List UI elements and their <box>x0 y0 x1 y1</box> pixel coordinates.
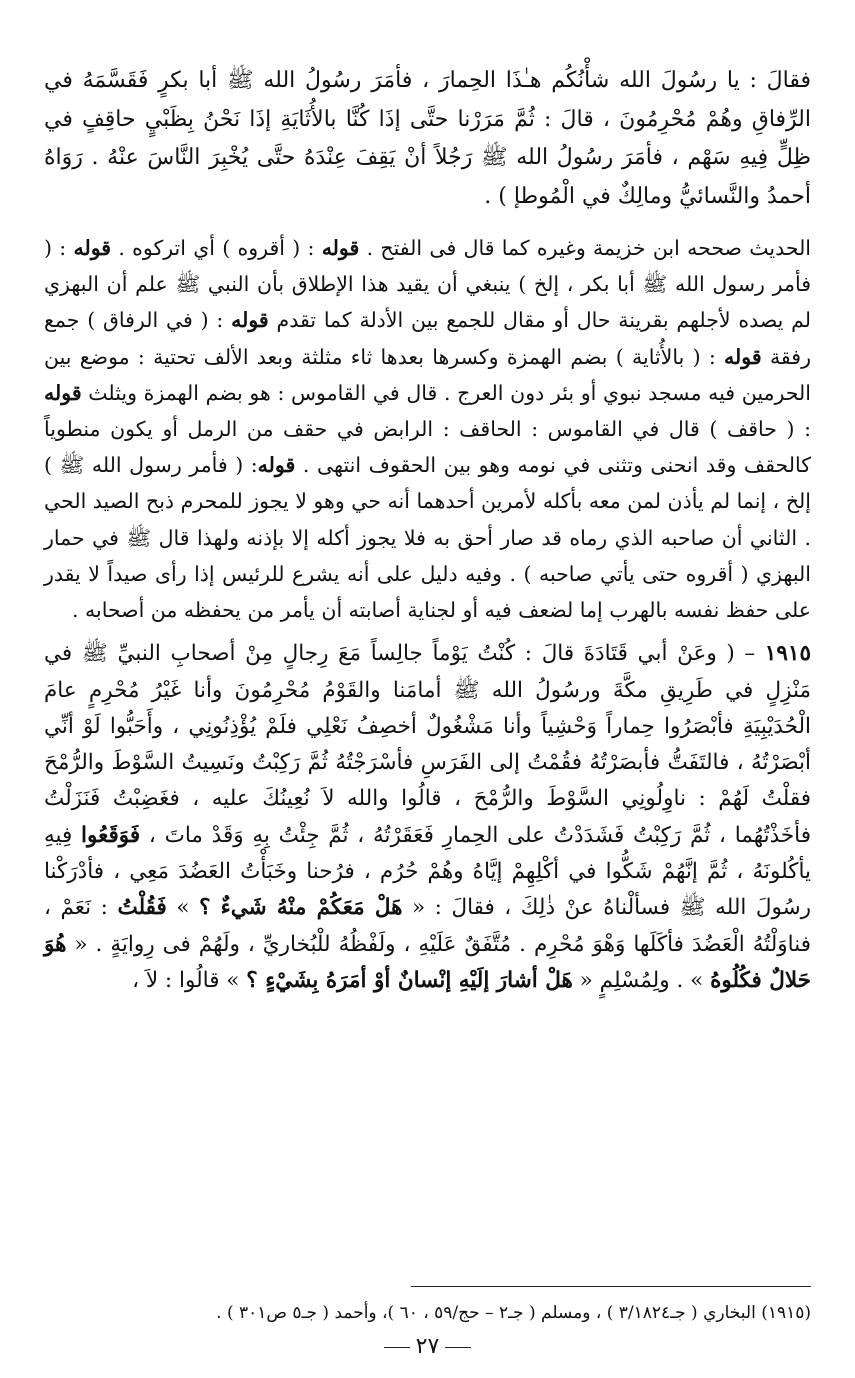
hadith-segment-bold: هُوَ حَلالٌ فكُلُوهُ <box>44 931 811 993</box>
hadith-segment-bold: هَلْ مَعَكُمْ منْهُ شَيءٌ ؟ <box>199 895 403 921</box>
commentary <box>44 230 811 628</box>
commentary-text: : ( أقروه ) أي اتركوه . <box>111 236 322 260</box>
hadith-number: ١٩١٥ <box>764 641 811 667</box>
hadith-segment-bold: فَوَقَعُوا <box>81 822 141 848</box>
dash-left <box>445 1347 471 1348</box>
hadith-segment: : نَعَمْ ، فناوَلْتُهُ الْعَضُدَ فأكَلَها وَهْوَ مُحْرِم . مُتَّفَقٌ عَلَيْهِ ، ولَفْظُهُ للْبُخاريِّ ، ولَهُمْ فى رِوايَةٍ . « <box>44 895 811 957</box>
hadith-text-1: فقالَ : يا رسُولَ الله شأْنُكُم هـٰذَا الحِمارَ ، فأمَرَ رسُولُ الله ﷺ أبا بكرٍ فَقَسَّمَهُ في الرِّفاقِ وهُمْ مُحْرِمُونَ ، قالَ : ثُمَّ مَرَرْنا حتَّى إذَا كُنَّا بالأُثَايَةِ إذَا نَحْنُ بِظَبْيٍ حاقِفٍ في ظِلٍّ فِيهِ سَهْم ، فأمَرَ رسُولُ الله ﷺ رَجُلاً أنْ يَقِفَ عِنْدَهُ حتَّى يُخْبِرَ النَّاسَ عنْهُ . رَوَاهُ أحمدُ والنَّسائيُّ ومالِكٌ في الْمُوطإ ) . <box>44 68 811 209</box>
hadith-text-2 <box>44 636 811 999</box>
qawluhu-label: قوله <box>231 308 269 333</box>
footnote-divider <box>411 1286 811 1287</box>
commentary-text: : ( فأمر رسول الله ﷺ ) إلخ ، إنما لم يأذن لمن معه بأكله لأمرين أحدهما أنه حي وهو لا يجوز للمحرم ذبح الصيد الحي . الثاني أن صاحبه الذي رماه قد صار أحق به فلا يجوز أكله إلا بإذنه ولهذا قال ﷺ في حمار البهزي ( أقروه حتى يأتي صاحبه ) . وفيه دليل على أنه يشرع للرئيس إذا رأى صيداً لا يقدر على حفظ نفسه بالهرب إما لضعف فيه أو لجناية أصابته أن يأمر من يحفظه من أصحابه . <box>44 453 811 623</box>
qawluhu-label: قوله <box>257 453 296 478</box>
hadith-segment: » قالُوا : لاَ ، <box>132 967 247 993</box>
page-number <box>0 1334 855 1359</box>
commentary-text: الحديث صححه ابن خزيمة وغيره كما قال فى الفتح . <box>359 236 812 260</box>
hadith-segment-bold: فَقُلْتُ <box>117 895 167 921</box>
commentary-text: : ( حاقف ) قال في القاموس : الحاقف : الرابض في حقف من الرمل أو يكون منطوياً كالحقف وقد انحنى وتثنى في نومه وهو بين الحقوف انتهى . <box>44 417 811 478</box>
hadith-segment: » . ولِمُسْلِمٍ « <box>572 967 711 993</box>
hadith-segment-bold: هَلْ أشارَ إلَيْهِ إنْسانٌ أوْ أمَرَهُ بِشَيْءٍ ؟ <box>246 967 573 993</box>
qawluhu-label: قوله <box>321 236 360 260</box>
qawluhu-label: قوله <box>73 236 112 260</box>
hadith-segment: – ( وعَنْ أبي قَتَادَةَ قالَ : كُنْتُ يَوْماً جالِساً مَعَ رِجالٍ مِنْ أصحابِ النبيِّ ﷺ في مَنْزِلٍ في طَرِيقِ مكَّةَ ورسُولُ الله ﷺ أمامَنا والقَوْمُ مُحْرِمُونَ وأنا غَيْرُ مُحْرِمٍ عامَ الْحُدَيْبِيَةِ فأبْصَرُوا حِماراً وَحْشِياً وأنا مَشْغُولٌ أخصِفُ نَعْلِي فلَمْ يُؤْذِنُونِي ، وأَحَبُّوا لَوْ أنِّي أبْصَرْتُهُ ، فالتَفَتُّ فأبصَرْتُهُ فقُمْتُ إلى الفَرَسِ فأسْرَجْتُهُ ثُمَّ رَكِبْتُ ونَسِيتُ السَّوْطَ والرُّمْحَ فقلْتُ لَهُمْ : ناوِلُونِي السَّوْطَ والرُّمْحَ ، قالُوا والله لاَ نُعِينُكَ عليه ، فغَضِبْتُ فَنَزَلْتُ فأخَذْتُهُما ، ثُمَّ رَكِبْتُ فَشَدَدْتُ على الحِمارِ فَعَقَرْتُهُ ، ثُمَّ جِئْتُ بِهِ وَقَدْ ماتَ ، <box>44 641 811 848</box>
qawluhu-label: قوله <box>724 344 762 369</box>
hadith-segment: فِيهِ يأكُلونَهُ ، ثُمَّ إنَّهُمْ شَكُّوا في أكْلِهِمْ إيَّاهُ وهُمْ حُرُم ، فرُحنا وخَبَأْتُ العَضُدَ مَعِي ، فأدْرَكْنا رسُولَ الله ﷺ فسألْناهُ عنْ ذٰلِكَ ، فقالَ : « <box>44 822 811 921</box>
commentary-text: : ( فأمر رسول الله ﷺ أبا بكر ، إلخ ) ينبغي أن يقيد هذا الإطلاق بأن النبي ﷺ علم أن البهزي لم يصده لأجلهم بقرينة حال أو مقال للجمع بين الأدلة كما تقدم <box>44 236 811 333</box>
commentary-text: : ( بالأُثاية ) بضم الهمزة وكسرها بعدها ثاء مثلثة وبعد الألف تحتية : موضع بين الحرمين فيه مسجد نبوي أو بئر دون العرج . قال في القاموس : هو بضم الهمزة ويثلث <box>44 344 811 405</box>
footnote: (١٩١٥) البخاري ( جـ٣/١٨٢٤ ) ، ومسلم ( جـ٢ – حج/٥٩ ، ٦٠ )، وأحمد ( جـ٥ ص٣٠١ ) . <box>216 1303 811 1323</box>
page-number-text: ٢٧ <box>415 1334 440 1359</box>
hadith-segment: » <box>166 895 200 921</box>
commentary-text: : ( في الرفاق ) جمع رفقة <box>44 308 811 369</box>
dash-right <box>384 1347 410 1348</box>
qawluhu-label: قوله <box>44 380 82 405</box>
